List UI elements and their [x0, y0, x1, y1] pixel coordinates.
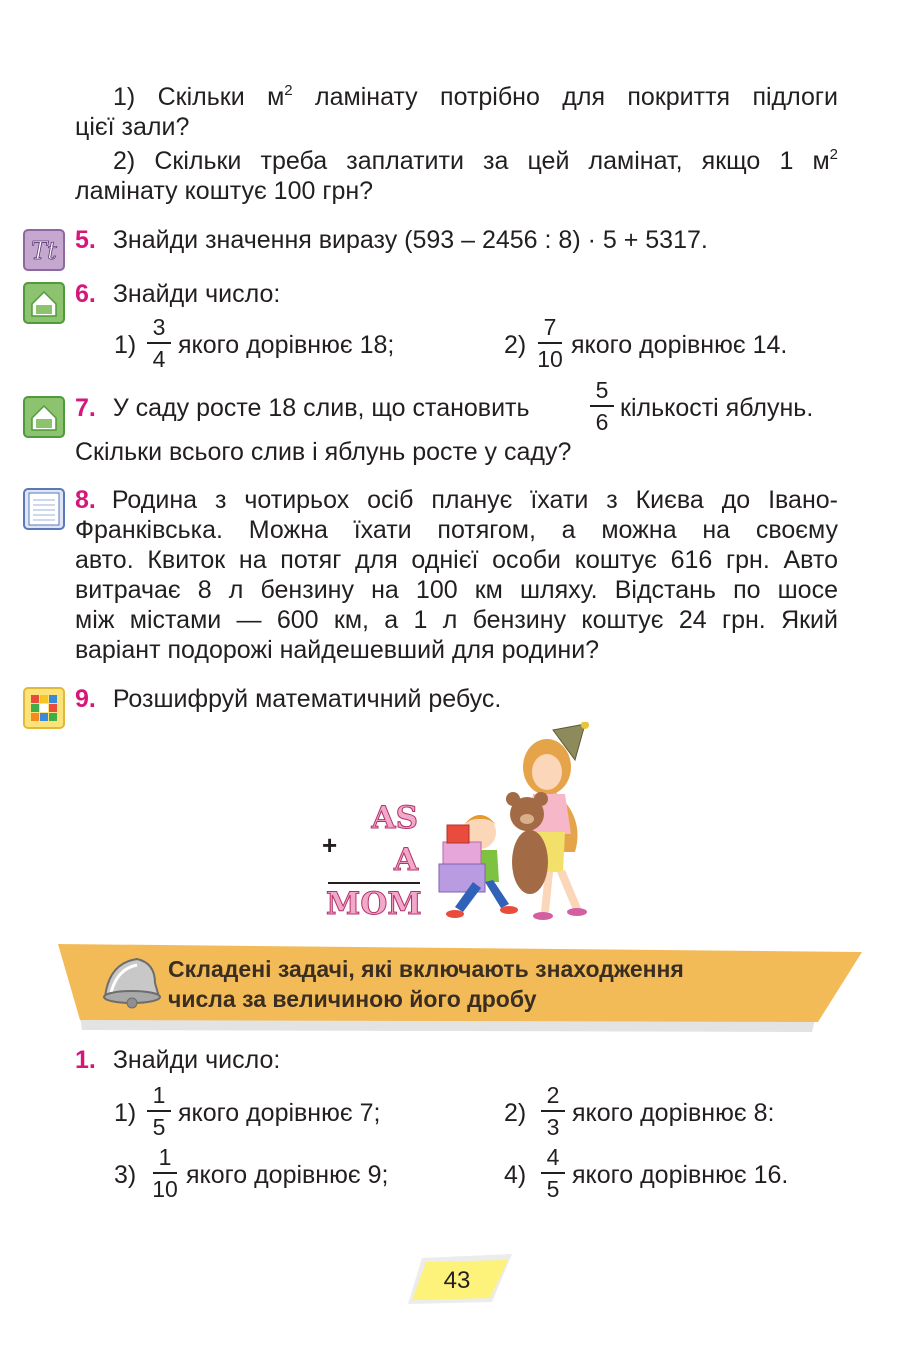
task-8-line3: авто. Квиток на потяг для однієї особи коштує 616 грн. Авто: [75, 546, 838, 574]
fraction: [144, 314, 174, 372]
numerator: 2: [546, 1082, 560, 1108]
denominator: 6: [595, 408, 609, 435]
exercise1-item-1-text: якого дорівнює 7;: [178, 1099, 381, 1127]
intro-question-1-line1: [75, 82, 838, 112]
rebus-row-1: AS: [371, 800, 418, 836]
task-9: [75, 684, 501, 714]
exercise1-item-4-label: 4): [504, 1161, 527, 1189]
task-number: 5.: [75, 226, 96, 254]
task-7-line2: Скільки всього слив і яблунь росте у саду?: [75, 438, 572, 466]
task-7-line1-right: кількості яблунь.: [620, 394, 814, 422]
bell-icon: [97, 953, 163, 1009]
intro-q2-a: 2) Скільки треба заплатити за цей ламінат, якщо 1 м: [113, 147, 830, 175]
rebus-plus: +: [322, 830, 338, 860]
rebus-line: [328, 882, 420, 884]
fraction: [535, 314, 565, 372]
task-8-line4: витрачає 8 л бензину на 100 км шляху. Відстань по шосе: [75, 576, 838, 604]
task6-item-2-label: 2): [504, 331, 527, 359]
home-icon: [23, 282, 65, 324]
task-number: 9.: [75, 685, 96, 713]
exercise1-item-2-text: якого дорівнює 8:: [572, 1099, 775, 1127]
numerator: 7: [543, 314, 557, 340]
fraction: [538, 1144, 568, 1202]
task6-item-1-label: 1): [114, 331, 137, 359]
superscript: 2: [829, 146, 838, 163]
task-8-line5: між містами — 600 км, а 1 л бензину коштує 24 грн. Який: [75, 606, 838, 634]
denominator: 5: [152, 1113, 166, 1140]
task-text: Родина з чотирьох осіб планує їхати з Києва до Івано-: [111, 486, 838, 514]
task-text: У саду росте 18 слив, що становить: [112, 394, 530, 422]
page-number: 43: [443, 1267, 471, 1294]
intro-q1-b: ламінату потрібно для покриття підлоги: [315, 83, 839, 111]
exercise1-item-3-label: 3): [114, 1161, 137, 1189]
numerator: 5: [595, 377, 609, 403]
intro-q1-a: 1) Скільки м: [113, 83, 285, 111]
numerator: 1: [158, 1144, 172, 1170]
task-number: 7.: [75, 394, 96, 422]
exercise1-item-4-text: якого дорівнює 16.: [572, 1161, 789, 1189]
task-7-line1-left: [75, 393, 530, 423]
task-number: 8.: [75, 486, 96, 514]
denominator: 10: [537, 345, 563, 372]
rubik-cube-icon: [23, 687, 65, 729]
task-number: 1.: [75, 1046, 96, 1074]
fraction: [587, 377, 617, 435]
task-text: Знайди число:: [112, 280, 281, 308]
superscript: 2: [284, 82, 293, 99]
task-8-line1: [75, 485, 838, 515]
intro-question-2-line1: [75, 146, 838, 176]
task6-item-2-text: якого дорівнює 14.: [571, 331, 788, 359]
numerator: 4: [546, 1144, 560, 1170]
exercise-1: [75, 1045, 280, 1075]
fraction: [538, 1082, 568, 1140]
intro-question-1-line2: [75, 112, 189, 142]
task-6: [75, 279, 280, 309]
rebus-result: MOM: [326, 886, 422, 922]
intro-q2-b: ламінату коштує 100 грн?: [75, 177, 374, 205]
section-title-line2: числа за величиною його дробу: [168, 986, 537, 1012]
intro-question-2-line2: [75, 176, 373, 206]
task-8-line2: Франківська. Можна їхати потягом, а можна на своєму: [75, 516, 838, 544]
exercise1-item-3-text: якого дорівнює 9;: [186, 1161, 389, 1189]
exercise1-item-1-label: 1): [114, 1099, 137, 1127]
task-5: [75, 225, 708, 255]
intro-q1-c: цієї зали?: [75, 113, 190, 141]
notebook-icon: [23, 488, 65, 530]
denominator: 4: [152, 345, 166, 372]
denominator: 3: [546, 1113, 560, 1140]
exercise1-item-2-label: 2): [504, 1099, 527, 1127]
section-title-line1: Складені задачі, які включають знаходження: [168, 956, 684, 982]
denominator: 5: [546, 1175, 560, 1202]
task6-item-1-text: якого дорівнює 18;: [178, 331, 395, 359]
task-text: Розшифруй математичний ребус.: [112, 685, 502, 713]
children-with-gifts-illustration: [435, 722, 595, 927]
rebus-row-2: A: [393, 842, 418, 878]
fraction: [144, 1082, 174, 1140]
numerator: 1: [152, 1082, 166, 1108]
task-number: 6.: [75, 280, 96, 308]
denominator: 10: [152, 1175, 178, 1202]
task-8-line6: варіант подорожі найдешевший для родини?: [75, 636, 600, 664]
numerator: 3: [152, 314, 166, 340]
task-text: Знайди число:: [112, 1046, 281, 1074]
home-icon: [23, 396, 65, 438]
task-text: Знайди значення виразу (593 – 2456 : 8) · 5 + 5317.: [112, 226, 708, 254]
fraction: [150, 1144, 180, 1202]
calligraphy-icon: [23, 229, 65, 271]
svg-text:Tt: Tt: [31, 237, 57, 265]
